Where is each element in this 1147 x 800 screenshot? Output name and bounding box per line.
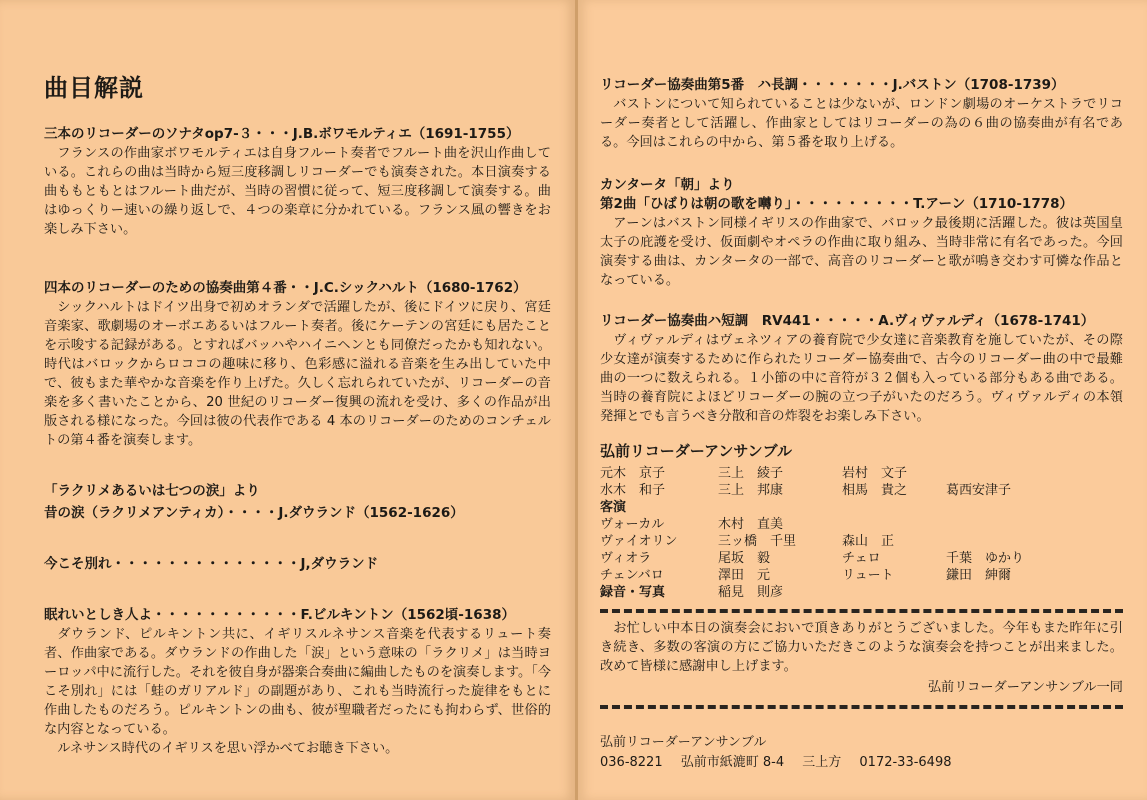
ensemble-title: 弘前リコーダーアンサンブル xyxy=(600,442,793,460)
piece-title: 眠れいとしき人よ・・・・・・・・・・・F.ビルキントン（1562頃-1638） xyxy=(44,607,515,623)
piece-description: アーンはバストン同様イギリスの作曲家で、バロック最後期に活躍した。彼は英国皇太子の庇護を受け、仮面劇やオペラの作曲に取り組み、当時非常に有名であった。今回演奏する曲は、カンタータの一部で、高音のリコーダーと歌が鳴き交わす可憐な作品となっている。 xyxy=(600,216,1123,288)
divider xyxy=(600,609,1123,613)
piece-description: ダウランド、ピルキントン共に、イギリスルネサンス音楽を代表するリュート奏者、作曲家である。ダウランドの作曲した「涙」という意味の「ラクリメ」は当時ヨーロッパ中に流行した。それを彼自身が器楽合奏曲に編曲したものを演奏します。「今こそ別れ」には「蛙のガリアルド」の副題があり、これも当時流行った旋律をもとに作曲したものだろう。ピルキントンの曲も、彼が聖職者だったにも拘わらず、世俗的な内容となっている。 ルネサンス時代のイギリスを思い浮かべてお聴き下さい。 xyxy=(44,627,551,756)
member-row: 元木 京子 三上 綾子 岩村 文子 xyxy=(600,466,908,481)
guest-row: ヴァイオリン 三ッ橋 千里 森山 正 xyxy=(600,534,895,549)
piece-title: 「ラクリメあるいは七つの涙」より xyxy=(44,483,260,499)
piece-title: 四本のリコーダーのための協奏曲第４番・・J.C.シックハルト（1680-1762） xyxy=(44,280,527,296)
right-page xyxy=(578,0,1147,800)
piece-arne xyxy=(600,176,1123,290)
recording-row: 録音・写真 稲見 則彦 xyxy=(600,585,784,600)
phone-number: 0172-33-6498 xyxy=(859,755,952,770)
member-row: 水木 和子 三上 邦康 相馬 貴之 葛西安津子 xyxy=(600,483,1012,498)
piece-dowland-lachrimae xyxy=(44,482,551,523)
postal-code: 036-8221 xyxy=(600,755,663,770)
piece-baston xyxy=(600,76,1123,152)
piece-pilkington xyxy=(44,606,551,758)
piece-schickhardt xyxy=(44,279,551,450)
piece-description: バストンについて知られていることは少ないが、ロンドン劇場のオーケストラでリコーダー奏者として活躍し、作曲家としてはリコーダーの為の６曲の協奏曲が有名である。今回はこれらの中から、第５番を取り上げる。 xyxy=(600,97,1123,150)
member-list xyxy=(600,465,1123,601)
piece-dowland-now-o-now xyxy=(44,555,551,574)
guest-row: チェンバロ 澤田 元 リュート 鎌田 紳爾 xyxy=(600,568,1012,583)
divider xyxy=(600,705,1123,709)
contact-line xyxy=(600,753,1123,773)
piece-subtitle: 昔の涙（ラクリメアンティカ）・・・・J.ダウランド（1562-1626） xyxy=(44,505,464,521)
piece-description: シックハルトはドイツ出身で初めオランダで活躍したが、後にドイツに戻り、宮廷音楽家、歌劇場のオーボエあるいはフルート奏者。後にケーテンの宮廷にも居たことを示唆する記録がある。とすればバッハやハイニヘンとも同僚だったかも知れない。時代はバロックからロココの趣味に移り、色彩感に溢れる音楽を生み出していた中で、彼もまた華やかな音楽を作り上げた。久しく忘れられていたが、リコーダーの音楽を多く書いたことから、20 世紀のリコーダー復興の流れを受け、多くの作品が出版される様になった。今回は彼の代表作である 4 本のリコーダーのためのコンチェルトの第４番を演奏します。 xyxy=(44,300,551,448)
piece-title: 三本のリコーダーのソナタop7-３・・・J.B.ボワモルティエ（1691-1755） xyxy=(44,126,520,142)
piece-title: カンタータ「朝」より xyxy=(600,177,735,193)
piece-title: 今こそ別れ・・・・・・・・・・・・・・J,ダウランド xyxy=(44,556,379,572)
piece-subtitle: 第2曲「ひばりは朝の歌を囀り」・・・・・・・・・T.アーン（1710-1778） xyxy=(600,196,1074,212)
piece-vivaldi xyxy=(600,312,1123,426)
contact-info xyxy=(600,733,1123,773)
page-title: 曲目解説 xyxy=(44,74,144,102)
piece-title: リコーダー協奏曲ハ短調 RV441・・・・・A.ヴィヴァルディ（1678-1741） xyxy=(600,313,1095,329)
thanks-message: お忙しい中本日の演奏会においで頂きありがとうございました。今年もまた昨年に引き続き、多数の客演の方にご協力いただきこのような演奏会を持つことが出来ました。改めて皆様に感謝申し上げます。 xyxy=(600,621,1123,674)
guest-row: ヴォーカル 木村 直美 xyxy=(600,517,784,532)
piece-description: フランスの作曲家ボワモルティエは自身フルート奏者でフルート曲を沢山作曲している。これらの曲は当時から短三度移調しリコーダーでも演奏された。本日演奏する曲ももともとはフルート曲だが、当時の習慣に従って、短三度移調して演奏する。曲はゆっくりー速いの繰り返しで、４つの楽章に分かれている。フランス風の響きをお楽しみ下さい。 xyxy=(44,146,551,237)
contact-name: 弘前リコーダーアンサンブル xyxy=(600,735,767,750)
piece-description: ヴィヴァルディはヴェネツィアの養育院で少女達に音楽教育を施していたが、その際少女達が演奏するために作られたリコーダー協奏曲で、古今のリコーダー曲の中で最難曲の一つに数えられる。１小節の中に音符が３２個も入っている部分もある曲である。当時の養育院によほどリコーダーの腕の立つ子がいたのだろう。ヴィヴァルディの本領発揮とでも言うべき分散和音の炸裂をお楽しみ下さい。 xyxy=(600,333,1123,424)
contact-person: 三上方 xyxy=(802,755,842,770)
guest-label: 客演 xyxy=(600,500,627,515)
signature: 弘前リコーダーアンサンブル一同 xyxy=(927,680,1123,695)
guest-row: ヴィオラ 尾坂 毅 チェロ 千葉 ゆかり xyxy=(600,551,1025,566)
piece-boismortier xyxy=(44,125,551,239)
address: 弘前市紙漉町 8-4 xyxy=(680,755,785,770)
piece-title: リコーダー協奏曲第5番 ハ長調・・・・・・・J.バストン（1708-1739） xyxy=(600,77,1065,93)
